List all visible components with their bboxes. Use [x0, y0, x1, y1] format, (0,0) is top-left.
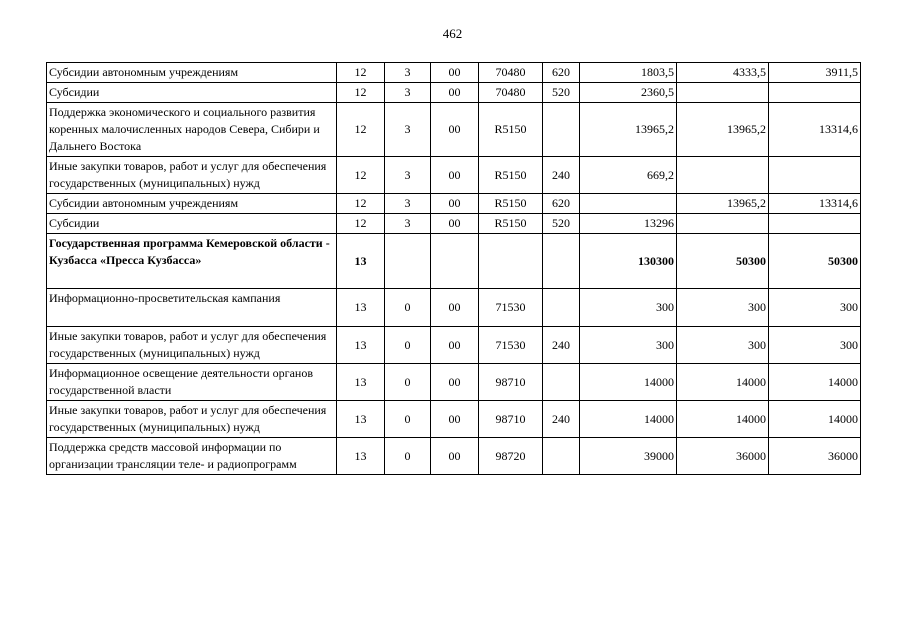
cell-amount-3: 300 [769, 289, 861, 327]
cell-section: 12 [337, 63, 385, 83]
row-name: Информационно-просветительская кампания [47, 289, 337, 327]
cell-event: 00 [431, 438, 479, 475]
cell-section: 12 [337, 83, 385, 103]
cell-direction: R5150 [479, 157, 543, 194]
cell-expense-type: 620 [543, 63, 580, 83]
cell-section: 12 [337, 157, 385, 194]
cell-amount-3: 14000 [769, 401, 861, 438]
cell-amount-2: 14000 [677, 364, 769, 401]
cell-amount-2: 50300 [677, 234, 769, 289]
table-row [47, 401, 861, 438]
cell-event: 00 [431, 103, 479, 157]
cell-section: 12 [337, 103, 385, 157]
table-row [47, 438, 861, 475]
cell-amount-1: 14000 [580, 401, 677, 438]
cell-subprogram: 3 [385, 83, 431, 103]
cell-expense-type: 240 [543, 327, 580, 364]
cell-subprogram: 0 [385, 401, 431, 438]
cell-section: 13 [337, 234, 385, 289]
cell-amount-2: 14000 [677, 401, 769, 438]
cell-direction: R5150 [479, 103, 543, 157]
cell-section: 13 [337, 327, 385, 364]
cell-section: 13 [337, 289, 385, 327]
cell-amount-1: 130300 [580, 234, 677, 289]
cell-amount-1 [580, 194, 677, 214]
cell-direction: R5150 [479, 214, 543, 234]
cell-amount-3: 50300 [769, 234, 861, 289]
cell-amount-3 [769, 214, 861, 234]
cell-amount-3: 14000 [769, 364, 861, 401]
cell-amount-2: 4333,5 [677, 63, 769, 83]
row-name: Поддержка средств массовой информации по организации трансляции теле- и радиопрограмм [47, 438, 337, 475]
cell-amount-2 [677, 214, 769, 234]
cell-amount-3 [769, 83, 861, 103]
row-name: Субсидии [47, 83, 337, 103]
cell-amount-2 [677, 83, 769, 103]
table-row [47, 63, 861, 83]
cell-amount-2: 36000 [677, 438, 769, 475]
table-row [47, 83, 861, 103]
cell-event: 00 [431, 83, 479, 103]
row-name: Иные закупки товаров, работ и услуг для обеспечения государственных (муниципальных) нужд [47, 327, 337, 364]
row-name: Субсидии автономным учреждениям [47, 194, 337, 214]
cell-event: 00 [431, 63, 479, 83]
cell-expense-type: 520 [543, 214, 580, 234]
cell-section: 13 [337, 364, 385, 401]
cell-event: 00 [431, 157, 479, 194]
cell-subprogram: 0 [385, 289, 431, 327]
cell-direction: R5150 [479, 194, 543, 214]
cell-amount-1: 13296 [580, 214, 677, 234]
cell-section: 12 [337, 214, 385, 234]
cell-direction: 98710 [479, 364, 543, 401]
table-row [47, 289, 861, 327]
cell-amount-3: 13314,6 [769, 103, 861, 157]
cell-event: 00 [431, 194, 479, 214]
cell-event: 00 [431, 401, 479, 438]
row-name: Государственная программа Кемеровской области - Кузбасса «Пресса Кузбасса» [47, 234, 337, 289]
table-row [47, 327, 861, 364]
cell-direction: 70480 [479, 83, 543, 103]
cell-amount-2: 13965,2 [677, 194, 769, 214]
cell-subprogram: 3 [385, 63, 431, 83]
cell-expense-type [543, 364, 580, 401]
cell-amount-1: 300 [580, 289, 677, 327]
cell-event: 00 [431, 327, 479, 364]
table-row [47, 103, 861, 157]
cell-direction [479, 234, 543, 289]
cell-amount-3: 36000 [769, 438, 861, 475]
cell-direction: 71530 [479, 289, 543, 327]
cell-expense-type: 520 [543, 83, 580, 103]
cell-subprogram: 3 [385, 194, 431, 214]
cell-subprogram: 3 [385, 157, 431, 194]
cell-amount-1: 14000 [580, 364, 677, 401]
row-name: Поддержка экономического и социального развития коренных малочисленных народов Севера, Сибири и Дальнего Востока [47, 103, 337, 157]
budget-table [46, 62, 861, 475]
cell-section: 13 [337, 438, 385, 475]
cell-section: 12 [337, 194, 385, 214]
cell-amount-3: 13314,6 [769, 194, 861, 214]
cell-amount-1: 13965,2 [580, 103, 677, 157]
row-name: Субсидии [47, 214, 337, 234]
table-row [47, 157, 861, 194]
cell-amount-3 [769, 157, 861, 194]
cell-direction: 98720 [479, 438, 543, 475]
cell-amount-1: 669,2 [580, 157, 677, 194]
cell-amount-1: 2360,5 [580, 83, 677, 103]
cell-amount-2: 300 [677, 289, 769, 327]
cell-amount-2: 13965,2 [677, 103, 769, 157]
cell-direction: 98710 [479, 401, 543, 438]
cell-amount-1: 39000 [580, 438, 677, 475]
cell-subprogram [385, 234, 431, 289]
cell-expense-type [543, 438, 580, 475]
cell-direction: 70480 [479, 63, 543, 83]
cell-expense-type: 240 [543, 401, 580, 438]
cell-expense-type: 620 [543, 194, 580, 214]
table-row [47, 194, 861, 214]
cell-subprogram: 0 [385, 327, 431, 364]
cell-expense-type [543, 103, 580, 157]
cell-expense-type [543, 234, 580, 289]
table-row-program [47, 234, 861, 289]
cell-event [431, 234, 479, 289]
page-number: 462 [442, 26, 463, 41]
row-name: Иные закупки товаров, работ и услуг для обеспечения государственных (муниципальных) нужд [47, 401, 337, 438]
cell-amount-2 [677, 157, 769, 194]
cell-event: 00 [431, 364, 479, 401]
cell-section: 13 [337, 401, 385, 438]
cell-event: 00 [431, 289, 479, 327]
table-row [47, 364, 861, 401]
cell-event: 00 [431, 214, 479, 234]
cell-amount-1: 300 [580, 327, 677, 364]
row-name: Субсидии автономным учреждениям [47, 63, 337, 83]
cell-subprogram: 3 [385, 103, 431, 157]
cell-amount-2: 300 [677, 327, 769, 364]
cell-expense-type [543, 289, 580, 327]
cell-subprogram: 0 [385, 438, 431, 475]
cell-amount-1: 1803,5 [580, 63, 677, 83]
cell-amount-3: 300 [769, 327, 861, 364]
row-name: Информационное освещение деятельности органов государственной власти [47, 364, 337, 401]
cell-subprogram: 0 [385, 364, 431, 401]
cell-expense-type: 240 [543, 157, 580, 194]
table-row [47, 214, 861, 234]
cell-subprogram: 3 [385, 214, 431, 234]
row-name: Иные закупки товаров, работ и услуг для обеспечения государственных (муниципальных) нужд [47, 157, 337, 194]
cell-direction: 71530 [479, 327, 543, 364]
cell-amount-3: 3911,5 [769, 63, 861, 83]
